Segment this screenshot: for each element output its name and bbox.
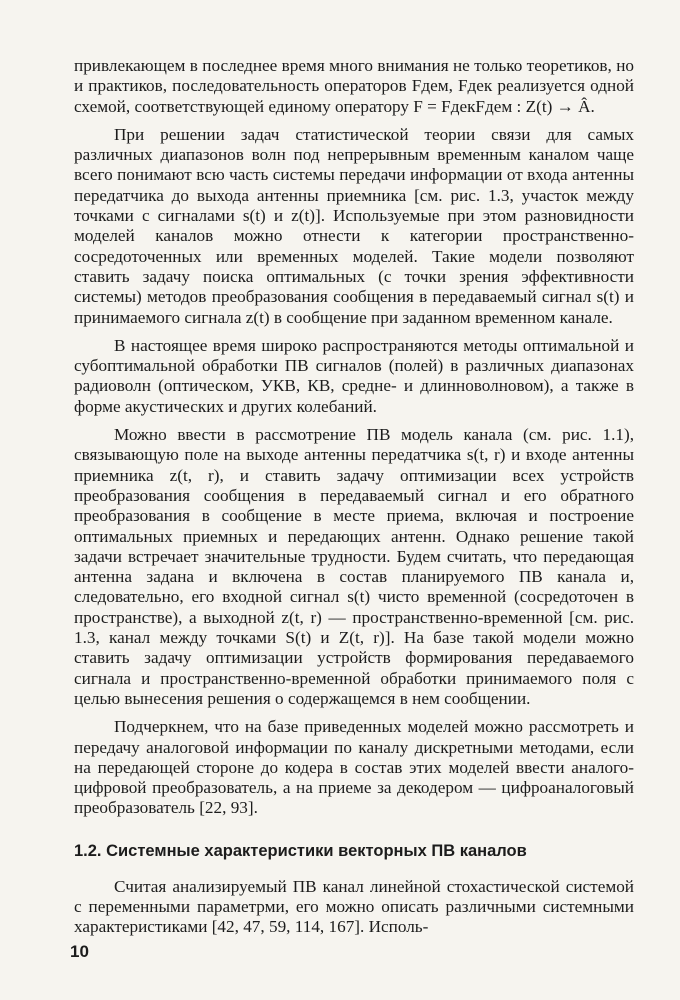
- paragraph-methods: В настоящее время широко распространяются методы оптимальной и субоптимальной обработки ПВ сигналов (полей) в различных диапазонах радиоволн (оптическом, УКВ, КВ, средне- и длинноволновом), а также в форме акустических и других колебаний.: [74, 335, 634, 416]
- paragraph-statistical-theory: При решении задач статистической теории связи для самых различных диапазонов волн под непрерывным временным каналом чаще всего понимают всю часть системы передачи информации от входа антенны передатчика до выхода антенны приемника [см. рис. 1.3, участок между точками с сигналами s(t) и z(t)]. Используемые при этом разновидности моделей каналов можно отнести к категории пространственно-сосредоточенных или временных моделей. Такие модели позволяют ставить задачу поиска оптимальных (с точки зрения эффективности системы) методов преобразования сообщения в передаваемый сигнал s(t) и принимаемого сигнала z(t) в сообщение при заданном временном канале.: [74, 124, 634, 327]
- paragraph-section-intro: Считая анализируемый ПВ канал линейной стохастической системой с переменными параметрми, его можно описать различными системными характеристиками [42, 47, 59, 114, 167]. Исполь-: [74, 876, 634, 937]
- page-number: 10: [70, 942, 89, 961]
- section-heading: 1.2. Системные характеристики векторных ПВ каналов: [74, 841, 527, 860]
- paragraph-analog-information: Подчеркнем, что на базе приведенных моделей можно рассмотреть и передачу аналоговой информации по каналу дискретными методами, если на передающей стороне до кодера в состав этих моделей ввести аналого-цифровой преобразователь, а на приеме за декодером — цифроаналоговый преобразователь [22, 93].: [74, 717, 634, 818]
- paragraph-continued: привлекающем в последнее время много внимания не только теоретиков, но и практиков, последовательность операторов Fдем, Fдек реализуется одной схемой, соответствующей единому оператору F = FдекFдем : Z(t) → Â.: [74, 56, 634, 116]
- paragraph-channel-model: Можно ввести в рассмотрение ПВ модель канала (см. рис. 1.1), связывающую поле на выходе антенны передатчика s(t, r) и входе антенны приемника z(t, r), и ставить задачу оптимизации всех устройств преобразования сообщения в передаваемый сигнал и его обратного преобразования в сообщение в месте приема, включая и построение оптимальных приемных и передающих антенн. Однако решение такой задачи встречает значительные трудности. Будем считать, что передающая антенна задана и включена в состав планируемого ПВ канала и, следовательно, его входной сигнал s(t) чисто временной (сосредоточен в пространстве), а выходной z(t, r) — пространственно-временной [см. рис. 1.3, канал между точками S(t) и Z(t, r)]. На базе такой модели можно ставить задачу оптимизации устройств формирования передаваемого сигнала и пространственно-временной обработки принимаемого поля с целью вынесения решения о содержащемся в нем сообщении.: [74, 425, 634, 708]
